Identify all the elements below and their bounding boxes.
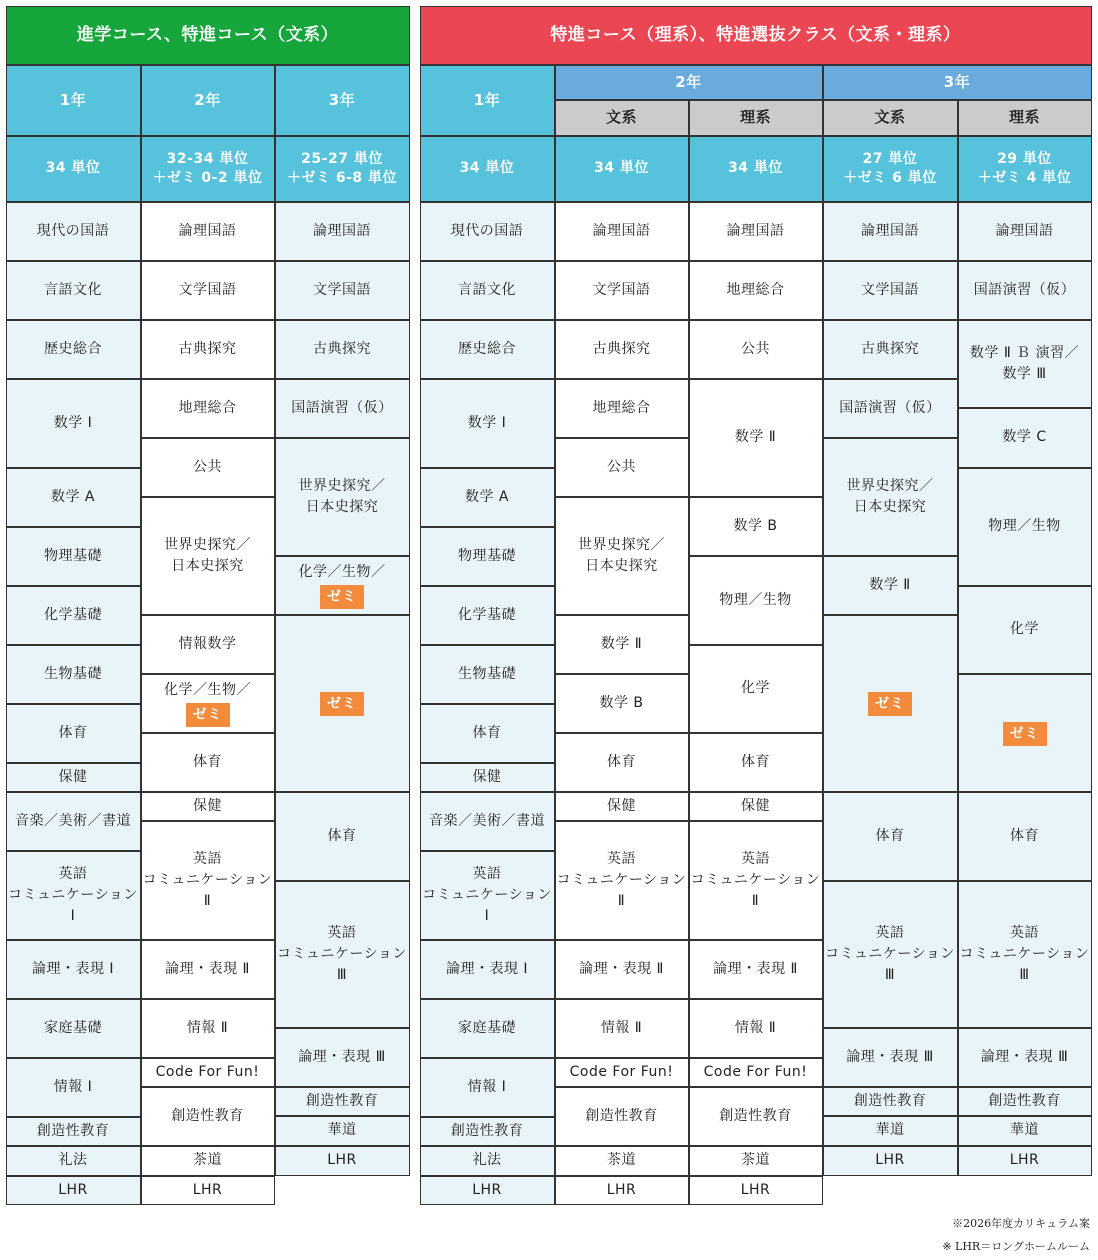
subject-cell: 国語演習（仮） [823,379,958,438]
subject-cell: 華道 [275,1116,410,1146]
right-header-year1: 1年 [420,65,555,136]
subject-cell: 数学 Ⅱ Ｂ 演習／ 数学 Ⅲ [958,320,1092,408]
footnote-lhr: ※ LHR＝ロングホームルーム [942,1240,1090,1253]
subject-cell: Code For Fun! [555,1058,689,1087]
subject-cell: 古典探究 [555,320,689,379]
subject-cell: 創造性教育 [555,1087,689,1146]
subject-cell: 保健 [420,763,555,792]
subject-cell: 数学 B [689,497,823,556]
right-units-y3-bunkei: 27 単位 ＋ゼミ 6 単位 [823,136,958,202]
subject-cell: 数学 Ⅱ [689,379,823,497]
subject-cell: 数学 B [555,674,689,733]
subject-cell: 化学／生物／ ゼミ [141,674,275,733]
right-header-year2: 2年 [555,65,823,100]
subject-cell: 地理総合 [555,379,689,438]
seminar-badge: ゼミ [1003,722,1047,746]
subject-cell: 創造性教育 [420,1117,555,1146]
subject-cell: 歴史総合 [420,320,555,379]
subject-cell: 物理基礎 [420,527,555,586]
left-units-year1: 34 単位 [6,136,141,202]
subject-cell: 論理・表現 Ⅲ [823,1028,958,1087]
subject-cell [958,674,1092,792]
subject-cell: 現代の国語 [6,202,141,261]
subject-cell: 情報 I [420,1058,555,1117]
subject-cell: LHR [958,1146,1092,1176]
subject-cell: 保健 [555,792,689,821]
subject-cell: 体育 [6,704,141,763]
subject-cell: 言語文化 [6,261,141,320]
seminar-badge: ゼミ [320,692,364,716]
left-units-year3: 25-27 単位 ＋ゼミ 6-8 単位 [275,136,410,202]
subject-cell: 茶道 [689,1146,823,1176]
subject-cell: 古典探究 [275,320,410,379]
subject-cell: 体育 [823,792,958,881]
subject-cell: 保健 [141,792,275,821]
subject-cell: 地理総合 [689,261,823,320]
subject-cell: 論理国語 [823,202,958,261]
subject-cell: 礼法 [420,1146,555,1176]
subject-cell: LHR [555,1176,689,1205]
subject-cell: LHR [689,1176,823,1205]
subject-cell: LHR [275,1146,410,1176]
subject-cell: 保健 [689,792,823,821]
subject-cell: 数学 I [6,379,141,468]
subject-cell: 情報 Ⅱ [141,999,275,1058]
subject-cell: 創造性教育 [689,1087,823,1146]
subject-cell: 世界史探究／ 日本史探究 [275,438,410,556]
subject-cell: 創造性教育 [141,1087,275,1146]
subject-cell: 公共 [141,438,275,497]
subject-cell: 音楽／美術／書道 [6,792,141,851]
subject-cell: 化学 [689,645,823,733]
subject-cell: 情報 Ⅱ [689,999,823,1058]
subject-cell: 古典探究 [141,320,275,379]
subject-cell: 世界史探究／ 日本史探究 [141,497,275,615]
subject-cell: 創造性教育 [823,1087,958,1116]
subject-cell: 華道 [958,1116,1092,1146]
subject-cell: 数学 A [420,468,555,527]
seminar-badge: ゼミ [868,692,912,716]
right-header-y2-bunkei: 文系 [555,100,689,136]
subject-cell [275,615,410,792]
right-header-year3: 3年 [823,65,1092,100]
subject-cell: 論理・表現 Ⅲ [958,1028,1092,1087]
subject-cell: 古典探究 [823,320,958,379]
seminar-badge: ゼミ [320,585,364,609]
subject-cell: 情報 Ⅱ [555,999,689,1058]
subject-cell: 体育 [141,733,275,792]
subject-cell: 言語文化 [420,261,555,320]
subject-cell: 英語 コミュニケーション Ⅱ [141,821,275,940]
subject-cell: 論理・表現 I [420,940,555,999]
subject-cell: 華道 [823,1116,958,1146]
subject-cell: 文学国語 [555,261,689,320]
subject-cell: 国語演習（仮） [958,261,1092,320]
subject-cell: 論理国語 [958,202,1092,261]
subject-cell: 家庭基礎 [6,999,141,1058]
right-table-title: 特進コース（理系）、特進選抜クラス（文系・理系） [420,6,1092,65]
subject-cell: 化学／生物／ ゼミ [275,556,410,615]
subject-cell: 情報数学 [141,615,275,674]
subject-cell: Code For Fun! [141,1058,275,1087]
subject-cell: Code For Fun! [689,1058,823,1087]
footnote-curriculum: ※2026年度カリキュラム案 [952,1217,1090,1230]
subject-cell: 現代の国語 [420,202,555,261]
subject-cell: 英語 コミュニケーション Ⅲ [958,881,1092,1028]
subject-cell [823,615,958,792]
subject-cell: 文学国語 [823,261,958,320]
subject-cell: 数学 Ⅱ [823,556,958,615]
subject-cell: 情報 I [6,1058,141,1117]
right-header-y3-bunkei: 文系 [823,100,958,136]
subject-cell: 体育 [420,704,555,763]
subject-cell: 化学 [958,586,1092,674]
subject-cell: 論理国語 [689,202,823,261]
subject-cell: 創造性教育 [958,1087,1092,1116]
subject-cell: 論理・表現 Ⅱ [555,940,689,999]
subject-cell: 音楽／美術／書道 [420,792,555,851]
subject-cell: 家庭基礎 [420,999,555,1058]
left-header-year3: 3年 [275,65,410,136]
subject-cell: 化学基礎 [6,586,141,645]
subject-cell: 数学 Ⅱ [555,615,689,674]
subject-cell: 数学 C [958,408,1092,468]
seminar-badge: ゼミ [186,703,230,727]
subject-cell: 世界史探究／ 日本史探究 [823,438,958,556]
subject-cell: 体育 [958,792,1092,881]
subject-cell: 公共 [689,320,823,379]
subject-cell: LHR [6,1176,141,1205]
subject-cell: 礼法 [6,1146,141,1176]
subject-cell: 茶道 [141,1146,275,1176]
subject-cell: 世界史探究／ 日本史探究 [555,497,689,615]
subject-cell: 生物基礎 [6,645,141,704]
subject-cell: 数学 I [420,379,555,468]
right-units-y3-rikei: 29 単位 ＋ゼミ 4 単位 [958,136,1092,202]
subject-cell: 論理国語 [555,202,689,261]
subject-cell: 文学国語 [275,261,410,320]
left-table-title: 進学コース、特進コース（文系） [6,6,410,65]
subject-cell: 地理総合 [141,379,275,438]
subject-cell: 論理・表現 I [6,940,141,999]
right-header-y2-rikei: 理系 [689,100,823,136]
right-units-y2-rikei: 34 単位 [689,136,823,202]
subject-cell: 論理・表現 Ⅲ [275,1028,410,1087]
subject-cell: 英語 コミュニケーション Ⅱ [555,821,689,940]
right-units-y2-bunkei: 34 単位 [555,136,689,202]
subject-cell: 論理・表現 Ⅱ [141,940,275,999]
subject-cell: 数学 A [6,468,141,527]
subject-cell: LHR [823,1146,958,1176]
subject-cell: 英語 コミュニケーション Ⅲ [823,881,958,1028]
subject-cell: 生物基礎 [420,645,555,704]
left-header-year1: 1年 [6,65,141,136]
subject-cell: 英語 コミュニケーション Ⅲ [275,881,410,1028]
left-units-year2: 32-34 単位 ＋ゼミ 0-2 単位 [141,136,275,202]
subject-cell: 論理国語 [275,202,410,261]
subject-cell: 国語演習（仮） [275,379,410,438]
subject-cell: 体育 [689,733,823,792]
subject-cell: 文学国語 [141,261,275,320]
subject-cell: 体育 [275,792,410,881]
right-header-y3-rikei: 理系 [958,100,1092,136]
subject-cell: LHR [420,1176,555,1205]
subject-cell: 体育 [555,733,689,792]
subject-cell: 英語 コミュニケーション Ⅱ [689,821,823,940]
subject-cell: 茶道 [555,1146,689,1176]
subject-cell: 英語 コミュニケーション Ⅰ [6,851,141,940]
subject-cell: 物理／生物 [958,468,1092,586]
subject-cell: 歴史総合 [6,320,141,379]
subject-cell: 保健 [6,763,141,792]
subject-cell: 論理・表現 Ⅱ [689,940,823,999]
subject-cell: 物理基礎 [6,527,141,586]
subject-cell: 化学基礎 [420,586,555,645]
left-header-year2: 2年 [141,65,275,136]
right-units-year1: 34 単位 [420,136,555,202]
subject-cell: 創造性教育 [6,1117,141,1146]
subject-cell: LHR [141,1176,275,1205]
subject-cell: 英語 コミュニケーション Ⅰ [420,851,555,940]
subject-cell: 創造性教育 [275,1087,410,1116]
subject-cell: 物理／生物 [689,556,823,645]
subject-cell: 公共 [555,438,689,497]
subject-cell: 論理国語 [141,202,275,261]
